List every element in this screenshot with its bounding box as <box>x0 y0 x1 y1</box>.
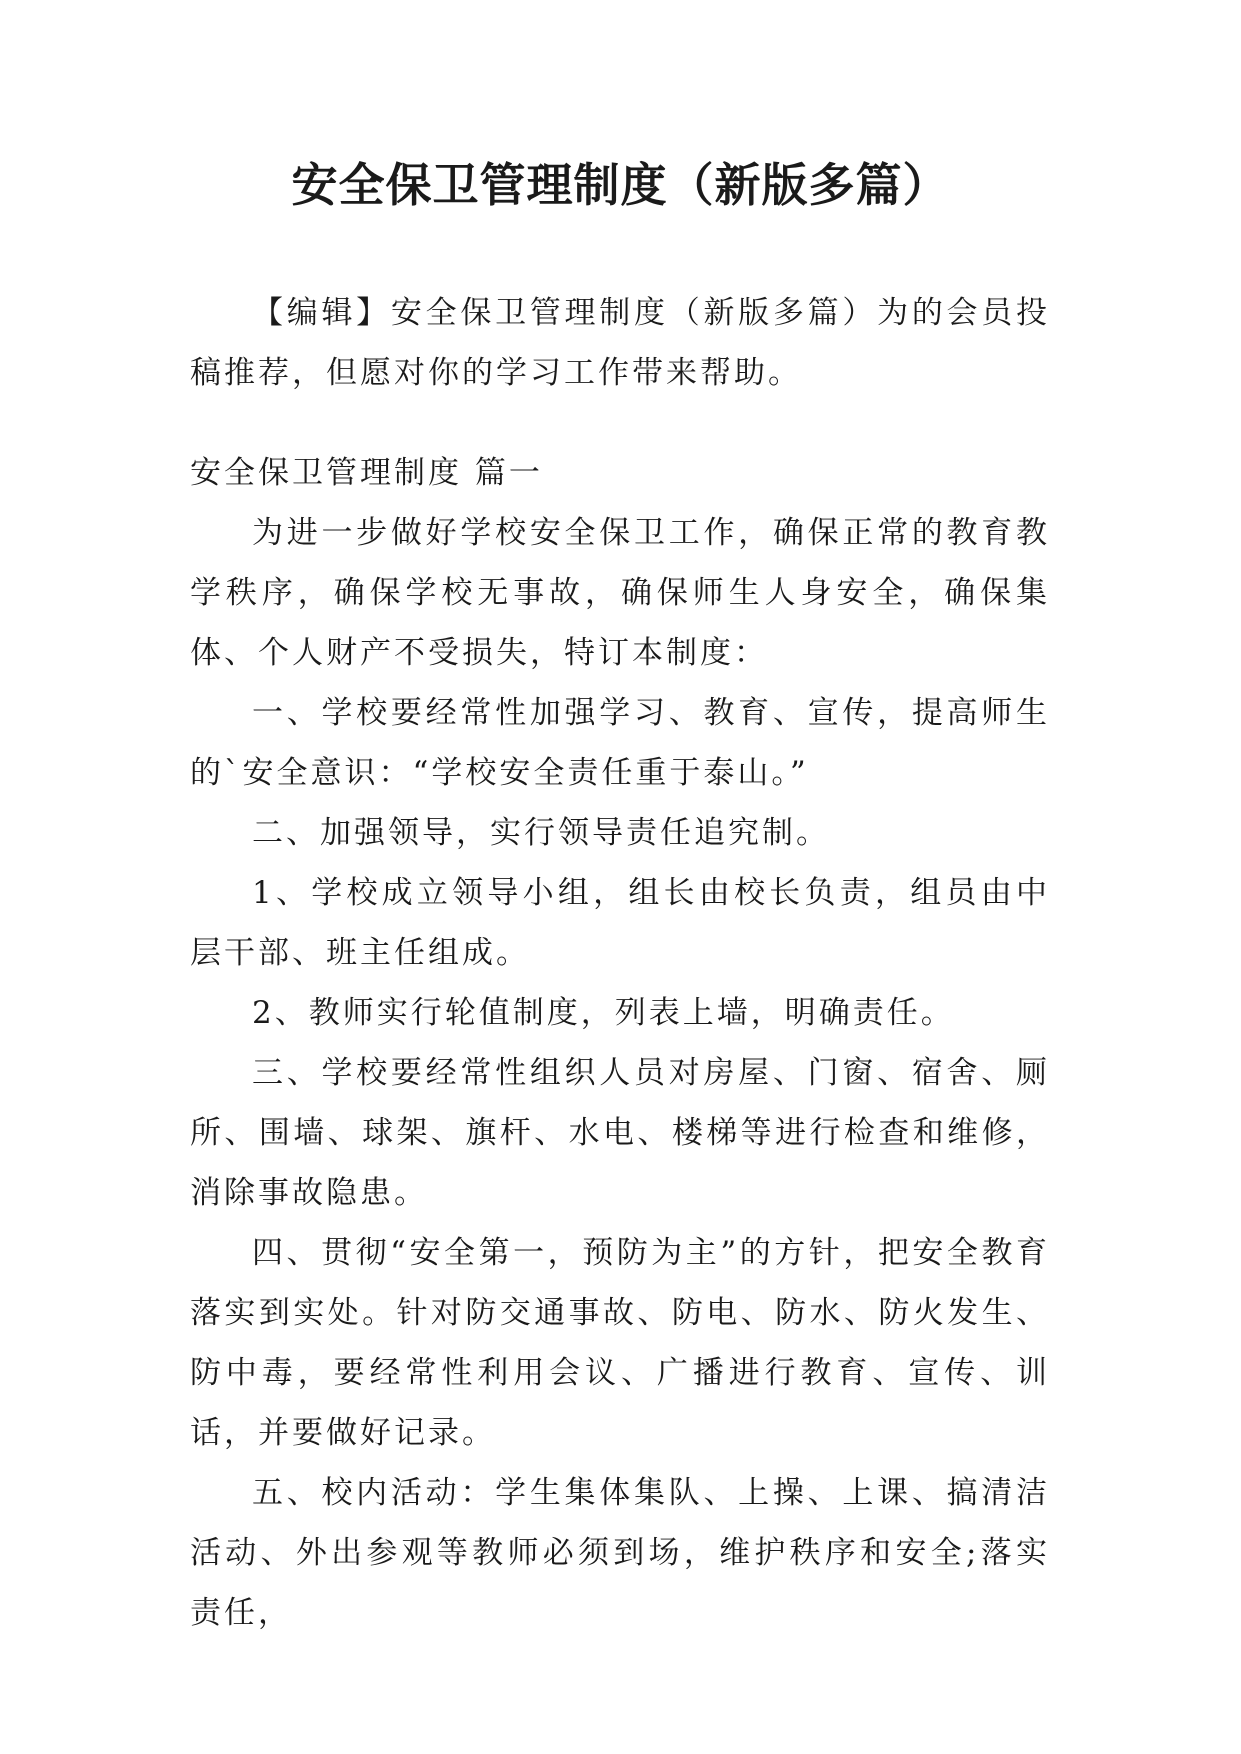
paragraph: 为进一步做好学校安全保卫工作，确保正常的教育教学秩序，确保学校无事故，确保师生人身安全，确保集体、个人财产不受损失，特订本制度： <box>190 515 1050 671</box>
paragraph: 1、学校成立领导小组，组长由校长负责，组员由中层干部、班主任组成。 <box>190 875 1050 971</box>
document-title: 安全保卫管理制度（新版多篇） <box>291 158 950 212</box>
intro-paragraph: 【编辑】安全保卫管理制度（新版多篇）为的会员投稿推荐，但愿对你的学习工作带来帮助。 <box>190 295 1050 391</box>
paragraph: 五、校内活动：学生集体集队、上操、上课、搞清洁活动、外出参观等教师必须到场，维护秩序和安全;落实责任， <box>190 1475 1050 1631</box>
section-heading: 安全保卫管理制度 篇一 <box>190 455 543 491</box>
paragraph: 2、教师实行轮值制度，列表上墙，明确责任。 <box>252 995 955 1031</box>
paragraph: 一、学校要经常性加强学习、教育、宣传，提高师生的`安全意识：“学校安全责任重于泰山。” <box>190 695 1050 791</box>
paragraph: 三、学校要经常性组织人员对房屋、门窗、宿舍、厕所、围墙、球架、旗杆、水电、楼梯等进行检查和维修，消除事故隐患。 <box>190 1055 1050 1211</box>
paragraph: 二、加强领导，实行领导责任追究制。 <box>252 815 830 851</box>
document-body <box>190 283 1050 1643</box>
paragraph: 四、贯彻“安全第一，预防为主”的方针，把安全教育落实到实处。针对防交通事故、防电、防水、防火发生、防中毒，要经常性利用会议、广播进行教育、宣传、训话，并要做好记录。 <box>190 1235 1050 1451</box>
